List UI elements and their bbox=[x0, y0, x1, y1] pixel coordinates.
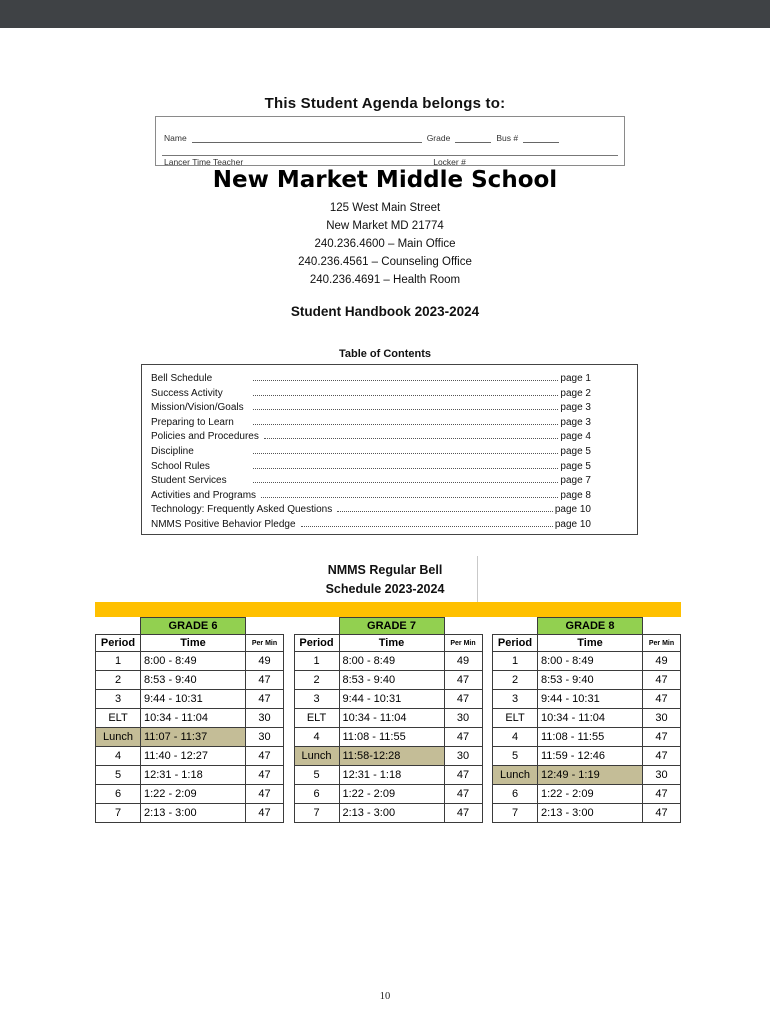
period-cell: 2 bbox=[294, 671, 339, 690]
schedule-row bbox=[294, 652, 482, 671]
period-cell: Lunch bbox=[96, 728, 141, 747]
schedule-accent-bar bbox=[95, 602, 681, 617]
period-cell: ELT bbox=[96, 709, 141, 728]
per-min-cell: 47 bbox=[643, 804, 681, 823]
toc-leader-dots bbox=[261, 497, 558, 498]
grade-table bbox=[294, 617, 483, 823]
grade-label: Grade bbox=[426, 133, 451, 143]
toc-entry bbox=[151, 416, 591, 431]
toc-entry-page: page 10 bbox=[554, 518, 591, 530]
time-cell: 12:49 - 1:19 bbox=[538, 766, 643, 785]
toc-entry bbox=[151, 387, 591, 402]
per-min-cell: 47 bbox=[444, 804, 482, 823]
per-min-cell: 47 bbox=[246, 766, 284, 785]
agenda-title: This Student Agenda belongs to: bbox=[264, 95, 506, 112]
bell-schedule-tables bbox=[95, 617, 681, 823]
toc-entry-label: Bell Schedule bbox=[151, 373, 213, 384]
period-column-header: Period bbox=[294, 635, 339, 652]
time-cell: 8:00 - 8:49 bbox=[538, 652, 643, 671]
per-min-cell: 47 bbox=[246, 804, 284, 823]
toc-leader-dots bbox=[253, 409, 558, 410]
name-field[interactable] bbox=[192, 134, 422, 143]
period-cell: 3 bbox=[493, 690, 538, 709]
per-min-column-header: Per Min bbox=[246, 635, 284, 652]
period-column-header: Period bbox=[493, 635, 538, 652]
toc-entry-label: Mission/Vision/Goals bbox=[151, 402, 244, 414]
schedule-row bbox=[294, 804, 482, 823]
per-min-cell: 30 bbox=[643, 766, 681, 785]
toc-entry-label: Success Activity bbox=[151, 387, 223, 399]
time-cell: 2:13 - 3:00 bbox=[141, 804, 246, 823]
toc-entry-label: Technology: Frequently Asked Questions bbox=[151, 504, 333, 516]
form-row-teacher bbox=[164, 157, 466, 167]
grade-field[interactable] bbox=[455, 134, 491, 143]
toc-entry-label: Preparing to Learn bbox=[151, 416, 234, 428]
toc-entry-page: page 10 bbox=[554, 504, 591, 516]
viewer-top-bar bbox=[0, 0, 770, 28]
toc-leader-dots bbox=[253, 468, 558, 469]
spacer-cell bbox=[294, 618, 339, 635]
time-cell: 8:53 - 9:40 bbox=[538, 671, 643, 690]
toc-entry bbox=[151, 460, 591, 475]
toc-leader-dots bbox=[301, 526, 553, 527]
schedule-row bbox=[96, 709, 284, 728]
schedule-row bbox=[96, 690, 284, 709]
address-line-phone-counseling: 240.236.4561 – Counseling Office bbox=[298, 256, 472, 268]
period-cell: 6 bbox=[493, 785, 538, 804]
schedule-row bbox=[294, 671, 482, 690]
student-info-form bbox=[155, 116, 625, 166]
schedule-row bbox=[96, 766, 284, 785]
column-header-row bbox=[493, 635, 681, 652]
per-min-cell: 30 bbox=[246, 728, 284, 747]
toc-entry-label: Discipline bbox=[151, 445, 194, 457]
period-cell: 2 bbox=[96, 671, 141, 690]
per-min-cell: 47 bbox=[444, 728, 482, 747]
page-number: 10 bbox=[379, 991, 391, 1002]
period-cell: 6 bbox=[96, 785, 141, 804]
schedule-row bbox=[294, 709, 482, 728]
per-min-cell: 30 bbox=[444, 709, 482, 728]
teacher-label: Lancer Time Teacher bbox=[164, 157, 244, 167]
toc-entry bbox=[151, 474, 591, 489]
grade-header-row bbox=[96, 618, 284, 635]
schedule-row bbox=[493, 728, 681, 747]
time-column-header: Time bbox=[339, 635, 444, 652]
toc-list bbox=[141, 364, 638, 535]
time-cell: 9:44 - 10:31 bbox=[141, 690, 246, 709]
toc-entry-label: School Rules bbox=[151, 460, 210, 472]
time-cell: 11:08 - 11:55 bbox=[339, 728, 444, 747]
schedule-row bbox=[294, 766, 482, 785]
period-cell: Lunch bbox=[493, 766, 538, 785]
toc-entry bbox=[151, 489, 591, 504]
time-cell: 11:08 - 11:55 bbox=[538, 728, 643, 747]
toc-entry-page: page 3 bbox=[560, 416, 591, 428]
time-column-header: Time bbox=[538, 635, 643, 652]
toc-leader-dots bbox=[253, 395, 558, 396]
per-min-cell: 47 bbox=[444, 671, 482, 690]
handbook-title: Student Handbook 2023-2024 bbox=[290, 304, 480, 319]
toc-leader-dots bbox=[253, 380, 558, 381]
grade-header-row bbox=[493, 618, 681, 635]
per-min-cell: 47 bbox=[246, 690, 284, 709]
toc-leader-dots bbox=[253, 424, 558, 425]
period-cell: 5 bbox=[493, 747, 538, 766]
bus-label: Bus # bbox=[496, 133, 519, 143]
period-cell: ELT bbox=[493, 709, 538, 728]
time-cell: 1:22 - 2:09 bbox=[538, 785, 643, 804]
time-cell: 8:53 - 9:40 bbox=[141, 671, 246, 690]
time-cell: 12:31 - 1:18 bbox=[141, 766, 246, 785]
time-cell: 9:44 - 10:31 bbox=[339, 690, 444, 709]
toc-entry-page: page 5 bbox=[560, 445, 591, 457]
period-cell: ELT bbox=[294, 709, 339, 728]
time-cell: 8:53 - 9:40 bbox=[339, 671, 444, 690]
schedule-row bbox=[96, 652, 284, 671]
address-line: New Market MD 21774 bbox=[326, 220, 444, 232]
toc-entry bbox=[151, 518, 591, 533]
per-min-cell: 47 bbox=[246, 747, 284, 766]
time-cell: 11:40 - 12:27 bbox=[141, 747, 246, 766]
time-cell: 1:22 - 2:09 bbox=[339, 785, 444, 804]
grade-table bbox=[95, 617, 284, 823]
per-min-cell: 47 bbox=[643, 728, 681, 747]
toc-leader-dots bbox=[337, 511, 553, 512]
school-address bbox=[0, 199, 770, 289]
time-cell: 8:00 - 8:49 bbox=[141, 652, 246, 671]
school-name: New Market Middle School bbox=[212, 167, 558, 193]
spacer-cell bbox=[246, 618, 284, 635]
toc-entry bbox=[151, 401, 591, 416]
toc-entry-page: page 8 bbox=[560, 489, 591, 501]
column-header-row bbox=[96, 635, 284, 652]
schedule-row bbox=[493, 709, 681, 728]
bell-schedule-heading-line1: NMMS Regular Bell bbox=[327, 563, 443, 577]
per-min-column-header: Per Min bbox=[643, 635, 681, 652]
schedule-row bbox=[96, 747, 284, 766]
form-row-name bbox=[164, 133, 616, 143]
toc-entry-label: Activities and Programs bbox=[151, 489, 257, 501]
schedule-row bbox=[493, 804, 681, 823]
schedule-row bbox=[493, 747, 681, 766]
period-cell: 4 bbox=[96, 747, 141, 766]
per-min-cell: 47 bbox=[246, 785, 284, 804]
time-cell: 8:00 - 8:49 bbox=[339, 652, 444, 671]
schedule-row bbox=[294, 785, 482, 804]
toc-entry bbox=[151, 503, 591, 518]
schedule-row bbox=[493, 671, 681, 690]
toc-entry-page: page 5 bbox=[560, 460, 591, 472]
grade-header: GRADE 8 bbox=[538, 618, 643, 635]
period-cell: 3 bbox=[96, 690, 141, 709]
toc-leader-dots bbox=[253, 482, 558, 483]
name-label: Name bbox=[164, 133, 187, 143]
period-cell: 3 bbox=[294, 690, 339, 709]
grade-header: GRADE 7 bbox=[339, 618, 444, 635]
bell-schedule-heading-line2: Schedule 2023-2024 bbox=[325, 582, 445, 596]
period-cell: 7 bbox=[96, 804, 141, 823]
period-column-header: Period bbox=[96, 635, 141, 652]
toc-entry-page: page 3 bbox=[560, 402, 591, 414]
spacer-cell bbox=[643, 618, 681, 635]
schedule-row bbox=[493, 652, 681, 671]
schedule-row bbox=[493, 690, 681, 709]
toc-entry-label: Student Services bbox=[151, 475, 227, 487]
time-cell: 11:59 - 12:46 bbox=[538, 747, 643, 766]
period-cell: 5 bbox=[294, 766, 339, 785]
toc-entry-label: Policies and Procedures bbox=[151, 431, 259, 443]
toc-entry-page: page 1 bbox=[560, 373, 591, 384]
spacer-cell bbox=[96, 618, 141, 635]
schedule-row bbox=[294, 690, 482, 709]
schedule-row bbox=[294, 747, 482, 766]
per-min-cell: 47 bbox=[643, 785, 681, 804]
period-cell: 2 bbox=[493, 671, 538, 690]
time-column-header: Time bbox=[141, 635, 246, 652]
address-line: 125 West Main Street bbox=[329, 202, 441, 214]
per-min-cell: 47 bbox=[643, 690, 681, 709]
period-cell: 4 bbox=[294, 728, 339, 747]
locker-label: Locker # bbox=[433, 157, 466, 167]
per-min-cell: 49 bbox=[444, 652, 482, 671]
toc-entry-page: page 2 bbox=[560, 387, 591, 399]
schedule-row bbox=[493, 785, 681, 804]
heading-divider-line bbox=[477, 556, 478, 603]
time-cell: 2:13 - 3:00 bbox=[538, 804, 643, 823]
toc-leader-dots bbox=[264, 438, 559, 439]
per-min-cell: 47 bbox=[444, 766, 482, 785]
time-cell: 1:22 - 2:09 bbox=[141, 785, 246, 804]
toc-entry bbox=[151, 445, 591, 460]
period-cell: 7 bbox=[493, 804, 538, 823]
per-min-cell: 30 bbox=[643, 709, 681, 728]
spacer-cell bbox=[444, 618, 482, 635]
time-cell: 11:58-12:28 bbox=[339, 747, 444, 766]
per-min-cell: 47 bbox=[643, 747, 681, 766]
period-cell: 1 bbox=[294, 652, 339, 671]
toc-leader-dots bbox=[253, 453, 558, 454]
per-min-cell: 49 bbox=[246, 652, 284, 671]
bell-schedule-heading bbox=[0, 561, 770, 599]
period-cell: 6 bbox=[294, 785, 339, 804]
per-min-cell: 49 bbox=[643, 652, 681, 671]
time-cell: 11:07 - 11:37 bbox=[141, 728, 246, 747]
per-min-cell: 30 bbox=[246, 709, 284, 728]
per-min-cell: 47 bbox=[444, 690, 482, 709]
time-cell: 12:31 - 1:18 bbox=[339, 766, 444, 785]
time-cell: 10:34 - 11:04 bbox=[339, 709, 444, 728]
period-cell: 5 bbox=[96, 766, 141, 785]
schedule-row bbox=[96, 671, 284, 690]
toc-entry-page: page 4 bbox=[560, 431, 591, 443]
schedule-row bbox=[96, 728, 284, 747]
per-min-cell: 47 bbox=[444, 785, 482, 804]
bus-field[interactable] bbox=[523, 134, 559, 143]
per-min-column-header: Per Min bbox=[444, 635, 482, 652]
per-min-cell: 30 bbox=[444, 747, 482, 766]
schedule-row bbox=[96, 804, 284, 823]
per-min-cell: 47 bbox=[246, 671, 284, 690]
grade-header: GRADE 6 bbox=[141, 618, 246, 635]
toc-entry-page: page 7 bbox=[560, 475, 591, 487]
schedule-row bbox=[493, 766, 681, 785]
time-cell: 9:44 - 10:31 bbox=[538, 690, 643, 709]
schedule-row bbox=[294, 728, 482, 747]
time-cell: 10:34 - 11:04 bbox=[141, 709, 246, 728]
spacer-cell bbox=[493, 618, 538, 635]
schedule-row bbox=[96, 785, 284, 804]
toc-entry bbox=[151, 430, 591, 445]
grade-table bbox=[492, 617, 681, 823]
address-line-phone-health: 240.236.4691 – Health Room bbox=[309, 274, 461, 286]
toc-title: Table of Contents bbox=[338, 348, 432, 360]
teacher-field-line[interactable] bbox=[162, 155, 618, 156]
time-cell: 2:13 - 3:00 bbox=[339, 804, 444, 823]
period-cell: Lunch bbox=[294, 747, 339, 766]
toc-entry-label: NMMS Positive Behavior Pledge bbox=[151, 518, 296, 530]
period-cell: 1 bbox=[493, 652, 538, 671]
toc-entry bbox=[151, 372, 591, 387]
period-cell: 1 bbox=[96, 652, 141, 671]
grade-header-row bbox=[294, 618, 482, 635]
period-cell: 4 bbox=[493, 728, 538, 747]
period-cell: 7 bbox=[294, 804, 339, 823]
address-line-phone-main: 240.236.4600 – Main Office bbox=[314, 238, 456, 250]
time-cell: 10:34 - 11:04 bbox=[538, 709, 643, 728]
column-header-row bbox=[294, 635, 482, 652]
per-min-cell: 47 bbox=[643, 671, 681, 690]
